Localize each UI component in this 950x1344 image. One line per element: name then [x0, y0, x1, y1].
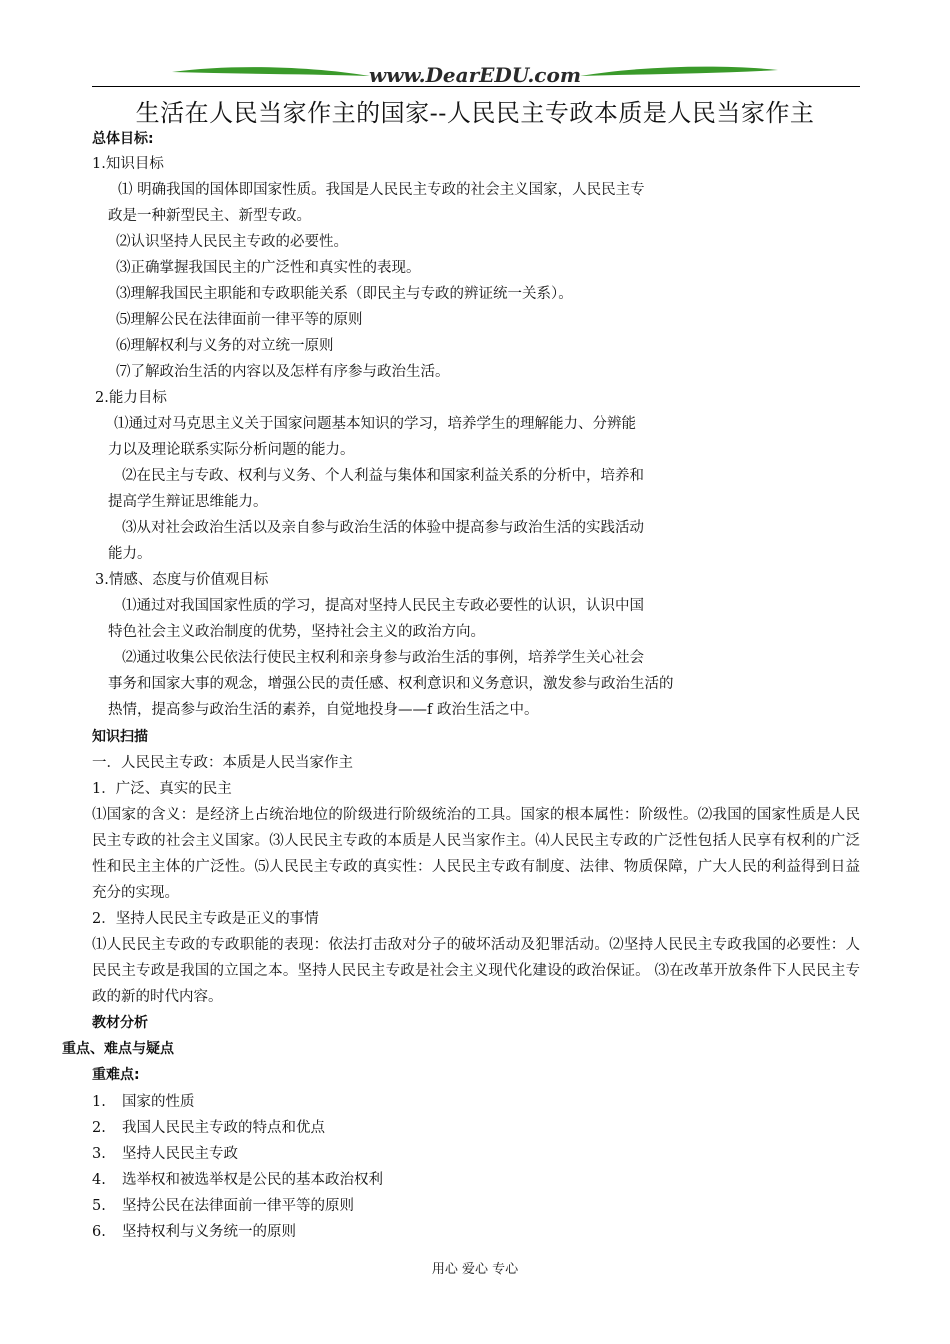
knowledge-item: ⑹理解权利与义务的对立统一原则 [116, 338, 334, 354]
scan-section-title: 一．人民民主专政：本质是人民当家作主 [92, 755, 353, 771]
ability-item: 提高学生辩证思维能力。 [108, 494, 268, 510]
analysis-heading: 教材分析 [92, 1015, 148, 1031]
list-item-text: 选举权和被选举权是公民的基本政治权利 [122, 1172, 383, 1188]
list-item-number: 4. [92, 1172, 106, 1188]
logo-text: www.DearEDU.com [368, 63, 582, 87]
key-points-heading: 重点、难点与疑点 [62, 1041, 174, 1057]
dearedu-logo [170, 60, 780, 92]
scan-paragraph: ⑴人民民主专政的专政职能的表现：依法打击敌对分子的破坏活动及犯罪活动。⑵坚持人民民主专政我国的必要性：人民民主专政是我国的立国之本。坚持人民民主专政是社会主义现代化建设的政治保证。 ⑶在改革开放条件下人民民主专政的新的时代内容。 [92, 937, 860, 1005]
ability-item: ⑵在民主与专政、权利与义务、个人利益与集体和国家利益关系的分析中，培养和 [122, 468, 644, 484]
list-item-number: 6. [92, 1224, 106, 1240]
logo-swoosh-left [172, 67, 370, 76]
emotion-item: ⑵通过收集公民依法行使民主权利和亲身参与政治生活的事例，培养学生关心社会 [122, 650, 644, 666]
list-item [92, 1170, 383, 1190]
knowledge-item: ⑸理解公民在法律面前一律平等的原则 [116, 312, 363, 328]
list-item [92, 1118, 325, 1138]
list-item-number: 3. [92, 1146, 106, 1162]
emotion-label: 3.情感、态度与价值观目标 [95, 572, 269, 588]
ability-label: 2.能力目标 [95, 390, 167, 406]
knowledge-item: ⑺了解政治生活的内容以及怎样有序参与政治生活。 [116, 364, 450, 380]
emotion-item: ⑴通过对我国国家性质的学习，提高对坚持人民民主专政必要性的认识，认识中国 [122, 598, 644, 614]
page-title: 生活在人民当家作主的国家--人民民主专政本质是人民当家作主 [135, 99, 815, 127]
knowledge-item: 政是一种新型民主、新型专政。 [108, 208, 311, 224]
knowledge-item: ⑶理解我国民主职能和专政职能关系（即民主与专政的辨证统一关系）。 [116, 286, 573, 302]
list-item-text: 坚持公民在法律面前一律平等的原则 [122, 1198, 354, 1214]
scan-paragraph: ⑴国家的含义：是经济上占统治地位的阶级进行阶级统治的工具。国家的根本属性：阶级性。⑵我国的国家性质是人民民主专政的社会主义国家。⑶人民民主专政的本质是人民当家作主。⑷人民民主专政的广泛性包括人民享有权利的广泛性和民主主体的广泛性。⑸人民民主专政的真实性：人民民主专政有制度、法律、物质保障，广大人民的利益得到日益充分的实现。 [92, 807, 860, 901]
header-rule [92, 86, 860, 87]
list-item [92, 1222, 296, 1242]
list-item-text: 我国人民民主专政的特点和优点 [122, 1120, 325, 1136]
ability-item: ⑴通过对马克思主义关于国家问题基本知识的学习，培养学生的理解能力、分辨能 [114, 416, 636, 432]
knowledge-item: ⑴ 明确我国的国体即国家性质。我国是人民民主专政的社会主义国家，人民民主专 [118, 182, 645, 198]
list-item [92, 1196, 354, 1216]
list-item [92, 1092, 195, 1112]
difficult-points-label: 重难点: [92, 1067, 140, 1083]
list-item-number: 2. [92, 1120, 106, 1136]
logo-swoosh-right [580, 67, 778, 76]
list-item-text: 国家的性质 [122, 1094, 195, 1110]
scan-subheading: 2．坚持人民民主专政是正义的事情 [92, 911, 319, 927]
page-footer: 用心 爱心 专心 [431, 1262, 519, 1277]
ability-item: ⑶从对社会政治生活以及亲自参与政治生活的体验中提高参与政治生活的实践活动 [122, 520, 644, 536]
knowledge-label: 1.知识目标 [92, 156, 164, 172]
emotion-item: 热情，提高参与政治生活的素养，自觉地投身——f 政治生活之中。 [108, 702, 539, 718]
list-item-number: 5. [92, 1198, 106, 1214]
ability-item: 能力。 [108, 546, 152, 562]
knowledge-item: ⑶正确掌握我国民主的广泛性和真实性的表现。 [116, 260, 421, 276]
goals-heading: 总体目标: [92, 131, 154, 147]
list-item-text: 坚持权利与义务统一的原则 [122, 1224, 296, 1240]
scan-heading: 知识扫描 [92, 729, 148, 745]
list-item-text: 坚持人民民主专政 [122, 1146, 238, 1162]
emotion-item: 特色社会主义政治制度的优势，坚持社会主义的政治方向。 [108, 624, 485, 640]
list-item [92, 1144, 238, 1164]
list-item-number: 1. [92, 1094, 106, 1110]
emotion-item: 事务和国家大事的观念，增强公民的责任感、权利意识和义务意识，激发参与政治生活的 [108, 676, 674, 692]
ability-item: 力以及理论联系实际分析问题的能力。 [108, 442, 355, 458]
knowledge-item: ⑵认识坚持人民民主专政的必要性。 [116, 234, 348, 250]
scan-subheading: 1．广泛、真实的民主 [92, 781, 232, 797]
